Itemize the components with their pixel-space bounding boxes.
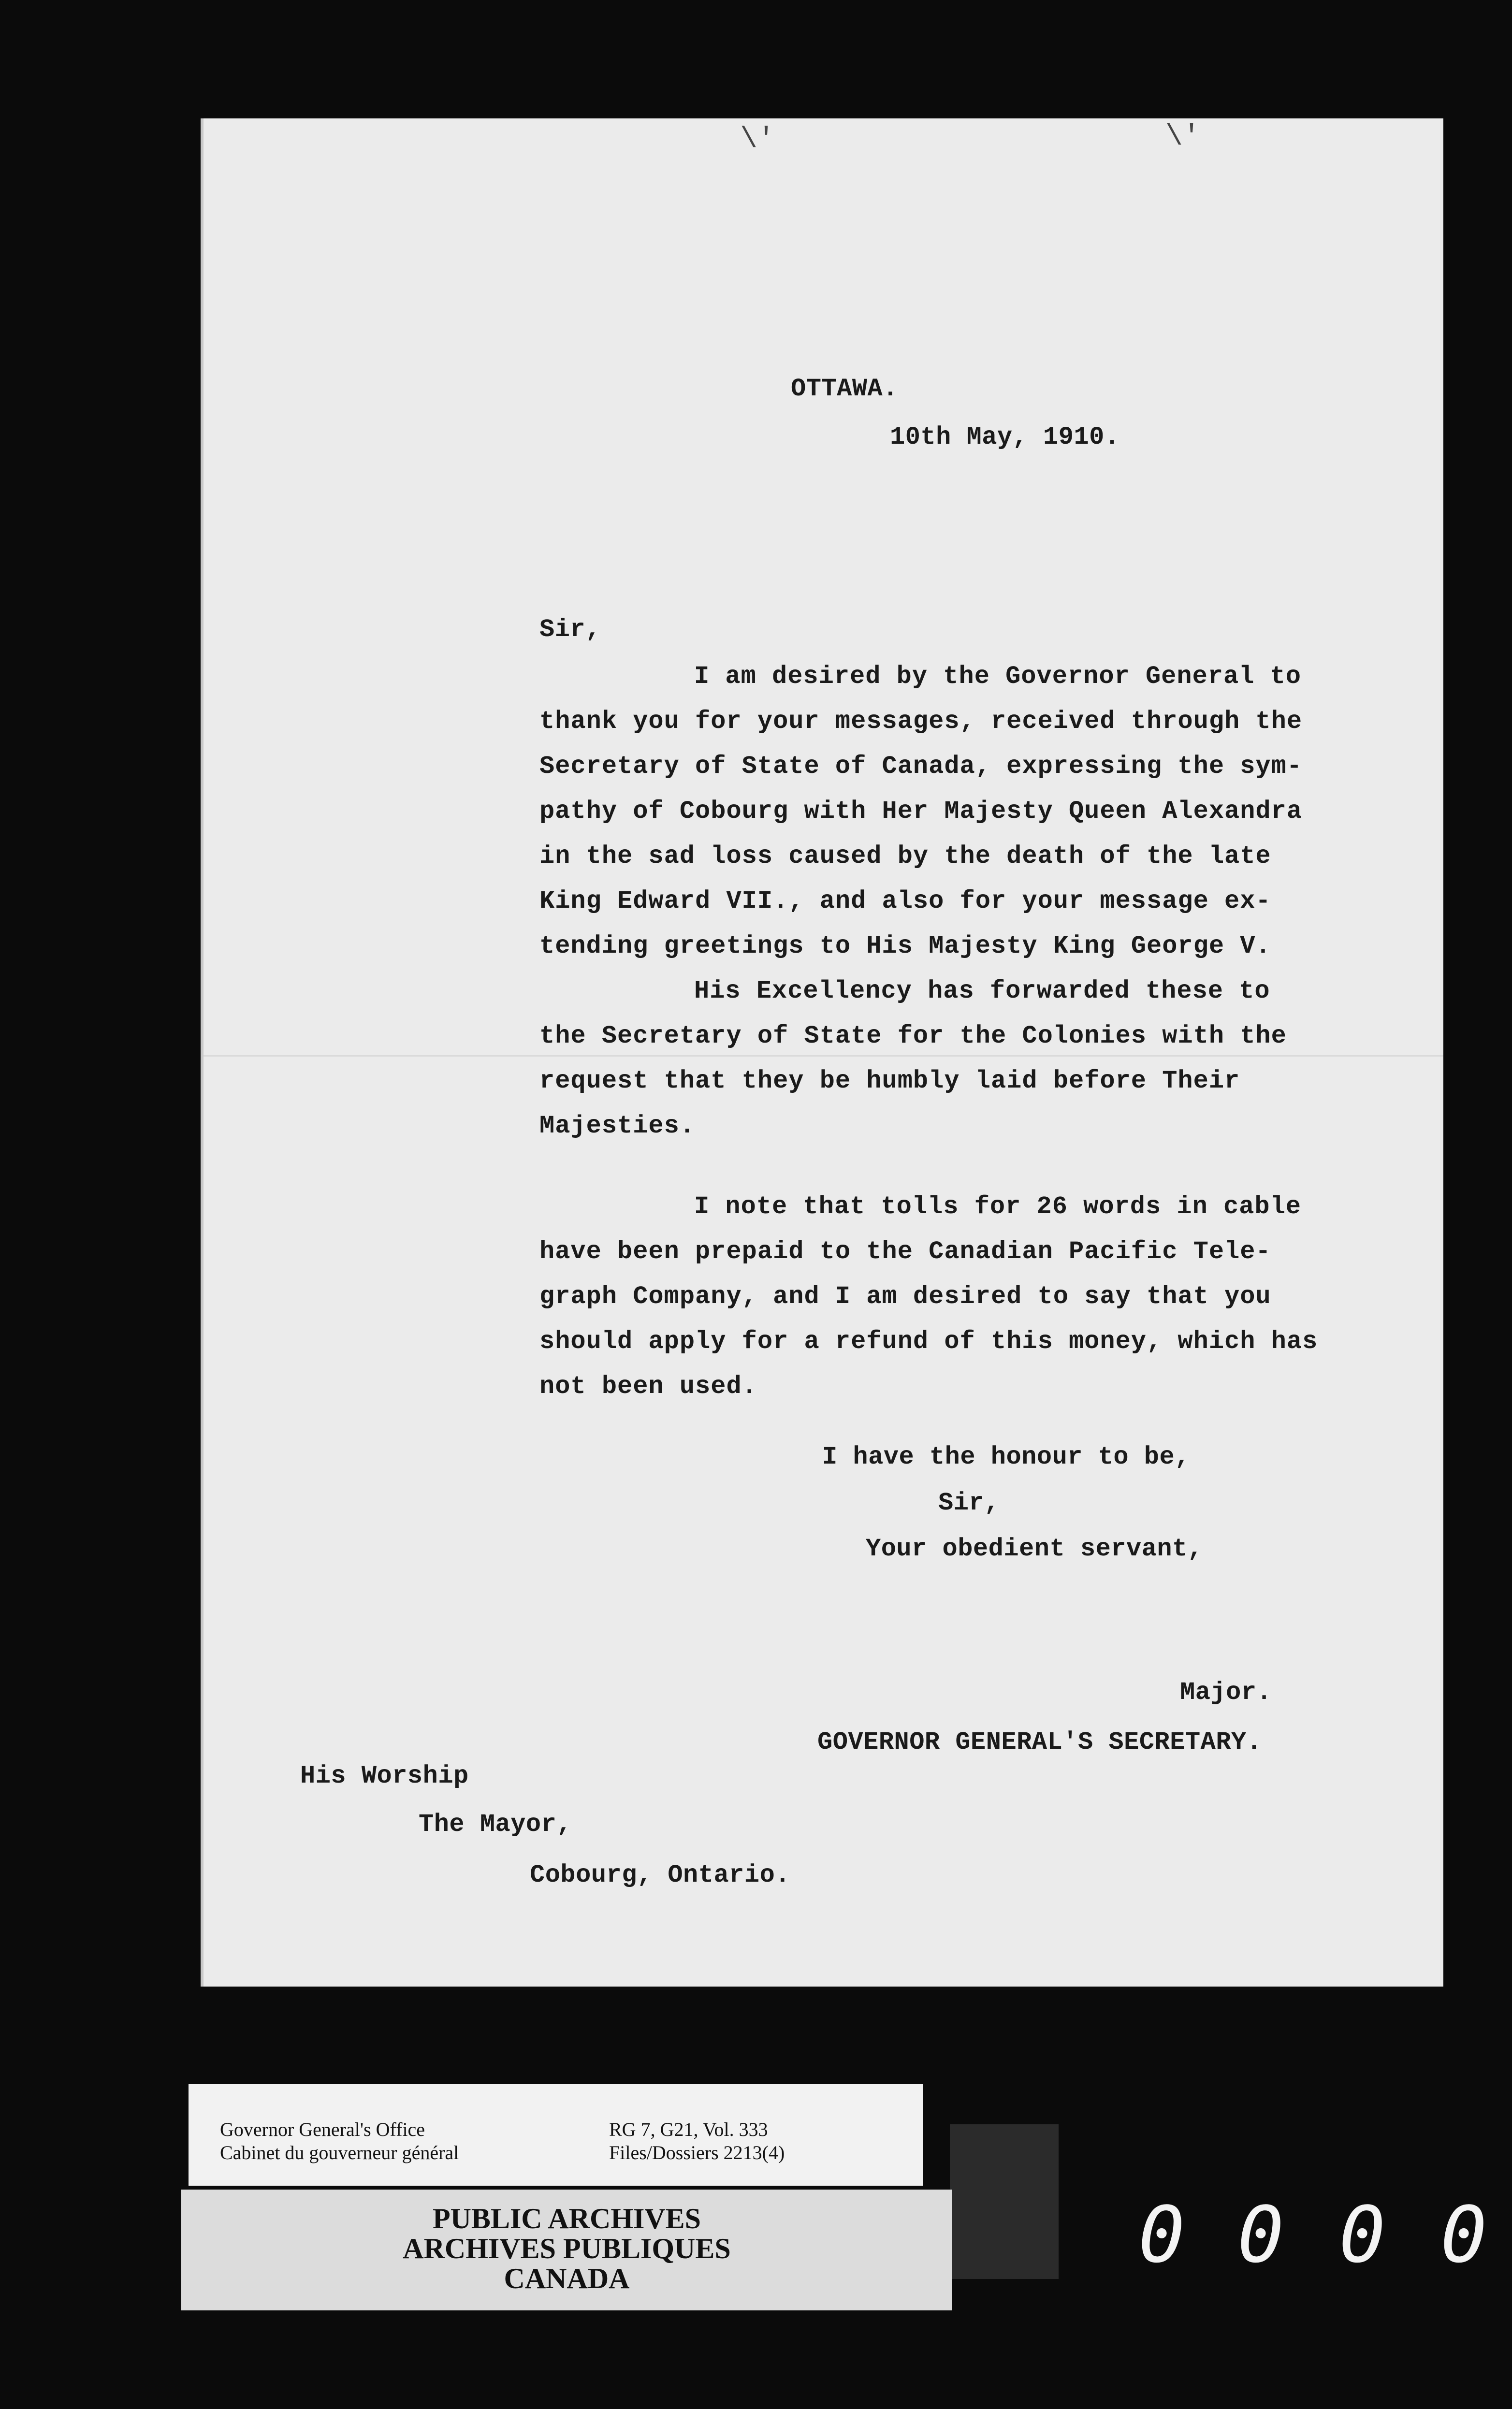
closing-line: Sir, (938, 1489, 1000, 1517)
body-line: I am desired by the Governor General to (694, 662, 1301, 691)
letter-salutation: Sir, (539, 615, 601, 644)
address-line: The Mayor, (419, 1810, 572, 1839)
closing-line: Your obedient servant, (866, 1535, 1203, 1563)
body-line: request that they be humbly laid before Their (539, 1067, 1240, 1095)
address-line: Cobourg, Ontario. (530, 1861, 790, 1889)
body-line: not been used. (539, 1372, 757, 1401)
frame-counter-digit: 0 (1138, 2190, 1185, 2280)
letter-page (201, 118, 1443, 1987)
archive-stamp (181, 2190, 952, 2310)
address-line: His Worship (300, 1762, 469, 1790)
body-line: graph Company, and I am desired to say that you (539, 1282, 1271, 1311)
body-line: have been prepaid to the Canadian Pacific Tele- (539, 1237, 1271, 1266)
archive-reference: RG 7, G21, Vol. 333 (609, 2119, 768, 2140)
stamp-shadow (950, 2124, 1059, 2279)
stamp-line: PUBLIC ARCHIVES (432, 2203, 701, 2235)
punch-mark: \' (740, 123, 775, 156)
closing-line: I have the honour to be, (822, 1443, 1190, 1471)
body-line: in the sad loss caused by the death of the late (539, 842, 1271, 871)
body-line: the Secretary of State for the Colonies with the (539, 1022, 1287, 1050)
stamp-line: CANADA (504, 2263, 630, 2294)
office-french: Cabinet du gouverneur général (220, 2142, 459, 2163)
archive-files: Files/Dossiers 2213(4) (609, 2142, 785, 2163)
letter-date: 10th May, 1910. (890, 423, 1120, 451)
punch-mark: \' (1165, 121, 1201, 154)
body-line: pathy of Cobourg with Her Majesty Queen Alexandra (539, 797, 1303, 826)
frame-counter-digit: 0 (1339, 2190, 1386, 2280)
frame-counter-digit: 0 (1440, 2190, 1487, 2280)
body-line: Majesties. (539, 1112, 696, 1140)
body-line: should apply for a refund of this money, which has (539, 1327, 1318, 1356)
paper-fold (204, 1055, 1443, 1057)
signature-title: GOVERNOR GENERAL'S SECRETARY. (817, 1728, 1262, 1756)
archive-label (189, 2084, 923, 2186)
body-line: His Excellency has forwarded these to (694, 977, 1270, 1005)
frame-counter-digit: 0 (1237, 2190, 1284, 2280)
body-line: tending greetings to His Majesty King George V. (539, 932, 1271, 960)
body-line: thank you for your messages, received through the (539, 707, 1303, 736)
body-line: King Edward VII., and also for your message ex- (539, 887, 1271, 915)
body-line: I note that tolls for 26 words in cable (694, 1192, 1301, 1221)
signature-rank: Major. (1180, 1678, 1272, 1707)
office-english: Governor General's Office (220, 2119, 425, 2140)
body-line: Secretary of State of Canada, expressing the sym- (539, 752, 1303, 781)
letter-place: OTTAWA. (791, 375, 898, 403)
stamp-line: ARCHIVES PUBLIQUES (403, 2233, 731, 2264)
